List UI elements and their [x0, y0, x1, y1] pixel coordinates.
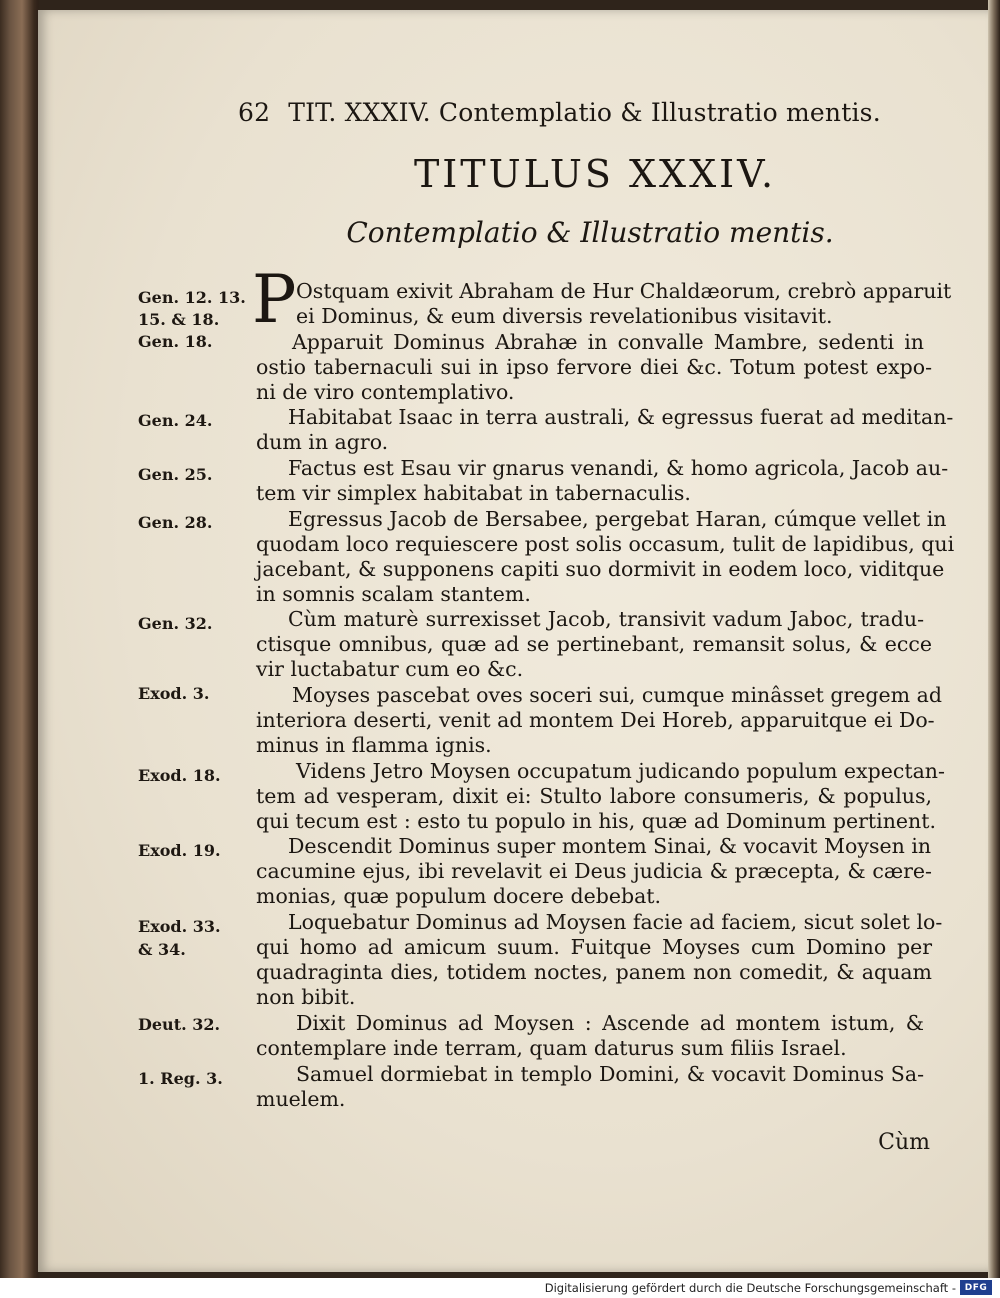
body-line: minus in flamma ignis. [256, 733, 492, 757]
body-line: dum in agro. [256, 430, 389, 454]
margin-ref: 15. & 18. [138, 310, 220, 329]
margin-ref: Exod. 18. [138, 766, 221, 785]
margin-ref: & 34. [138, 940, 186, 959]
body-line: vir luctabatur cum eo &c. [256, 657, 524, 681]
body-line: quadraginta dies, totidem noctes, panem non comedit, & aquam [256, 960, 932, 984]
margin-ref: Deut. 32. [138, 1015, 221, 1034]
body-line: Egressus Jacob de Bersabee, pergebat Haran, cúmque vellet in [288, 507, 947, 531]
body-line: monias, quæ populum docere debebat. [256, 884, 662, 908]
margin-ref: 1. Reg. 3. [138, 1069, 223, 1088]
body-line: muelem. [256, 1087, 346, 1111]
body-line: jacebant, & supponens capiti suo dormivit in eodem loco, viditque [256, 557, 945, 581]
body-line: ostio tabernaculi sui in ipso fervore diei &c. Totum potest expo- [256, 355, 932, 379]
body-line: Loquebatur Dominus ad Moysen facie ad faciem, sicut solet lo- [288, 910, 943, 934]
chapter-subtitle: Contemplatio & Illustratio mentis. [346, 216, 834, 249]
body-line: ctisque omnibus, quæ ad se pertinebant, remansit solus, & ecce [256, 632, 932, 656]
body-line: cacumine ejus, ibi revelavit ei Deus judicia & præcepta, & cære- [256, 859, 932, 883]
margin-ref: Gen. 24. [138, 411, 213, 430]
running-head-text: TIT. XXXIV. Contemplatio & Illustratio mentis. [288, 98, 881, 127]
footer-bar [0, 1278, 1000, 1298]
body-line: Habitabat Isaac in terra australi, & egressus fuerat ad meditan- [288, 405, 954, 429]
body-line: Descendit Dominus super montem Sinai, & vocavit Moysen in [288, 834, 932, 858]
body-line: quodam loco requiescere post solis occasum, tulit de lapidibus, qui [256, 532, 955, 556]
body-line: Apparuit Dominus Abrahæ in convalle Mambre, sedenti in [292, 330, 924, 354]
body-line: tem vir simplex habitabat in tabernaculis. [256, 481, 691, 505]
body-line: Samuel dormiebat in templo Domini, & vocavit Dominus Sa- [296, 1062, 924, 1086]
body-line: Moyses pascebat oves soceri sui, cumque minâsset gregem ad [292, 683, 942, 707]
body-line: Videns Jetro Moysen occupatum judicando populum expectan- [296, 759, 945, 783]
body-line: in somnis scalam stantem. [256, 582, 531, 606]
margin-ref: Gen. 28. [138, 513, 213, 532]
page-edge [988, 0, 1000, 1278]
margin-ref: Exod. 19. [138, 841, 221, 860]
body-line: Dixit Dominus ad Moysen : Ascende ad montem istum, & [296, 1011, 924, 1035]
body-line: non bibit. [256, 985, 356, 1009]
body-line: qui tecum est : esto tu populo in his, quæ ad Dominum pertinent. [256, 809, 936, 833]
margin-ref: Gen. 32. [138, 614, 213, 633]
body-line: ei Dominus, & eum diversis revelationibus visitavit. [296, 304, 833, 328]
body-line: Cùm maturè surrexisset Jacob, transivit vadum Jaboc, tradu- [288, 607, 924, 631]
chapter-title: TITULUS XXXIV. [413, 152, 777, 196]
body-line: tem ad vesperam, dixit ei: Stulto labore consumeris, & populus, [256, 784, 932, 808]
body-line: ni de viro contemplativo. [256, 380, 515, 404]
margin-ref: Gen. 12. 13. [138, 288, 246, 307]
margin-ref: Gen. 25. [138, 465, 213, 484]
body-line: interiora deserti, venit ad montem Dei Horeb, apparuitque ei Do- [256, 708, 935, 732]
body-line: Factus est Esau vir gnarus venandi, & homo agricola, Jacob au- [288, 456, 949, 480]
running-head [238, 98, 881, 127]
catchword: Cùm [878, 1130, 930, 1155]
body-line: contemplare inde terram, quam daturus sum filiis Israel. [256, 1036, 847, 1060]
margin-ref: Exod. 3. [138, 684, 210, 703]
dfg-logo-icon[interactable]: DFG [960, 1280, 992, 1295]
body-line: qui homo ad amicum suum. Fuitque Moyses cum Domino per [256, 935, 932, 959]
footer-credit: Digitalisierung gefördert durch die Deutsche Forschungsgemeinschaft - [544, 1281, 956, 1295]
page-number: 62 [238, 98, 271, 127]
margin-ref: Exod. 33. [138, 917, 221, 936]
body-line: Ostquam exivit Abraham de Hur Chaldæorum, crebrò apparuit [296, 279, 952, 303]
margin-ref: Gen. 18. [138, 332, 213, 351]
drop-cap: P [252, 261, 297, 338]
